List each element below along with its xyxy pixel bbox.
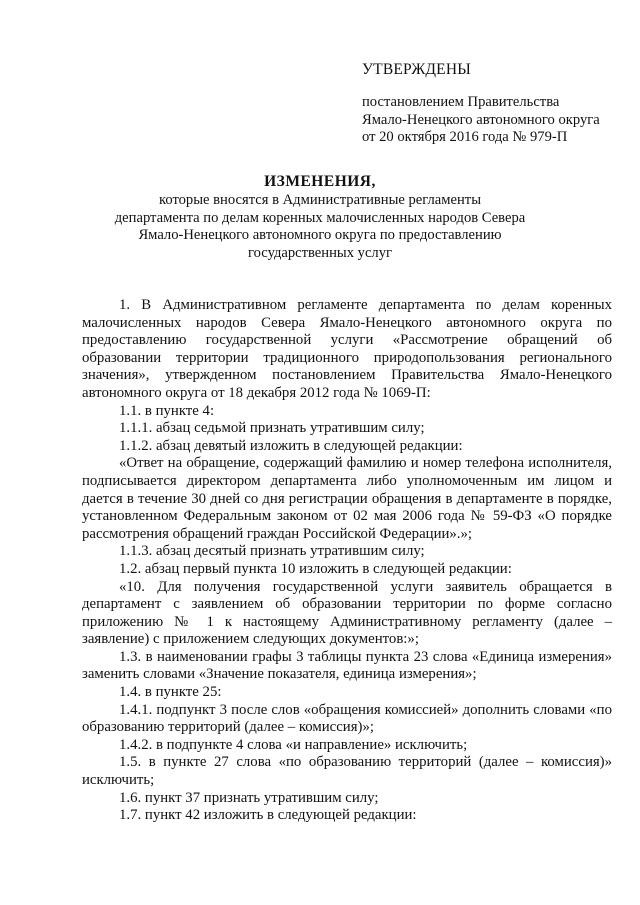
- paragraph: 1.4.2. в подпункте 4 слова «и направление» исключить;: [119, 736, 468, 753]
- title-subline: которые вносятся в Административные регламенты: [158, 192, 481, 208]
- paragraph: 1.7. пункт 42 изложить в следующей редакции:: [119, 807, 417, 824]
- paragraph: «Ответ на обращение, содержащий фамилию и номер телефона исполнителя, подписывается директором департамента либо уполномоченным им лицом и дается в течение 30 дней со дня регистрации обращения в департаменте в порядке, установленном Федеральным законом от 02 мая 2006 года № 59-ФЗ «О порядке рассмотрения обращений граждан Российской Федерации».»;: [82, 455, 612, 542]
- title-main: ИЗМЕНЕНИЯ,: [264, 173, 376, 190]
- paragraph: 1.4. в пункте 25:: [119, 684, 222, 701]
- paragraph: 1.1.2. абзац девятый изложить в следующей редакции:: [119, 437, 463, 454]
- paragraph: 1.1. в пункте 4:: [119, 402, 215, 419]
- paragraph: 1. В Административном регламенте департамента по делам коренных малочисленных народов Севера Ямало-Ненецкого автономного округа по предоставлению государственной услуги «Рассмотрение обращений об образовании территории традиционного природопользования регионального значения», утвержденном постановлением Правительства Ямало-Ненецкого автономного округа от 18 декабря 2012 года № 1069-П:: [82, 297, 612, 401]
- approval-block: [362, 60, 612, 147]
- approval-line: постановлением Правительства: [362, 94, 560, 110]
- paragraph: 1.1.1. абзац седьмой признать утратившим силу;: [119, 420, 425, 437]
- paragraph: 1.5. в пункте 27 слова «по образованию территорий (далее – комиссия)» исключить;: [82, 754, 612, 789]
- approval-line: от 20 октября 2016 года № 979-П: [362, 129, 568, 145]
- paragraph: «10. Для получения государственной услуги заявитель обращается в департамент с заявлением об образовании территории по форме согласно приложению № 1 к настоящему Административному регламенту (далее – заявление) с приложением следующих документов:»;: [82, 578, 612, 648]
- document-title: [0, 172, 640, 262]
- paragraph: 1.3. в наименовании графы 3 таблицы пункта 23 слова «Единица измерения» заменить словами «Значение показателя, единица измерения»;: [82, 648, 612, 683]
- title-subline: Ямало-Ненецкого автономного округа по предоставлению: [138, 227, 502, 243]
- document-body: [82, 297, 612, 825]
- approval-line: Ямало-Ненецкого автономного округа: [362, 111, 600, 128]
- paragraph: 1.4.1. подпункт 3 после слов «обращения комиссией» дополнить словами «по образованию территорий (далее – комиссия)»;: [82, 701, 612, 736]
- paragraph: 1.6. пункт 37 признать утратившим силу;: [119, 789, 379, 806]
- approval-heading: УТВЕРЖДЕНЫ: [362, 61, 471, 78]
- paragraph: 1.1.3. абзац десятый признать утратившим силу;: [119, 543, 425, 560]
- title-subline: государственных услуг: [248, 244, 392, 261]
- paragraph: 1.2. абзац первый пункта 10 изложить в следующей редакции:: [119, 560, 512, 577]
- title-subline: департамента по делам коренных малочисленных народов Севера: [114, 209, 526, 226]
